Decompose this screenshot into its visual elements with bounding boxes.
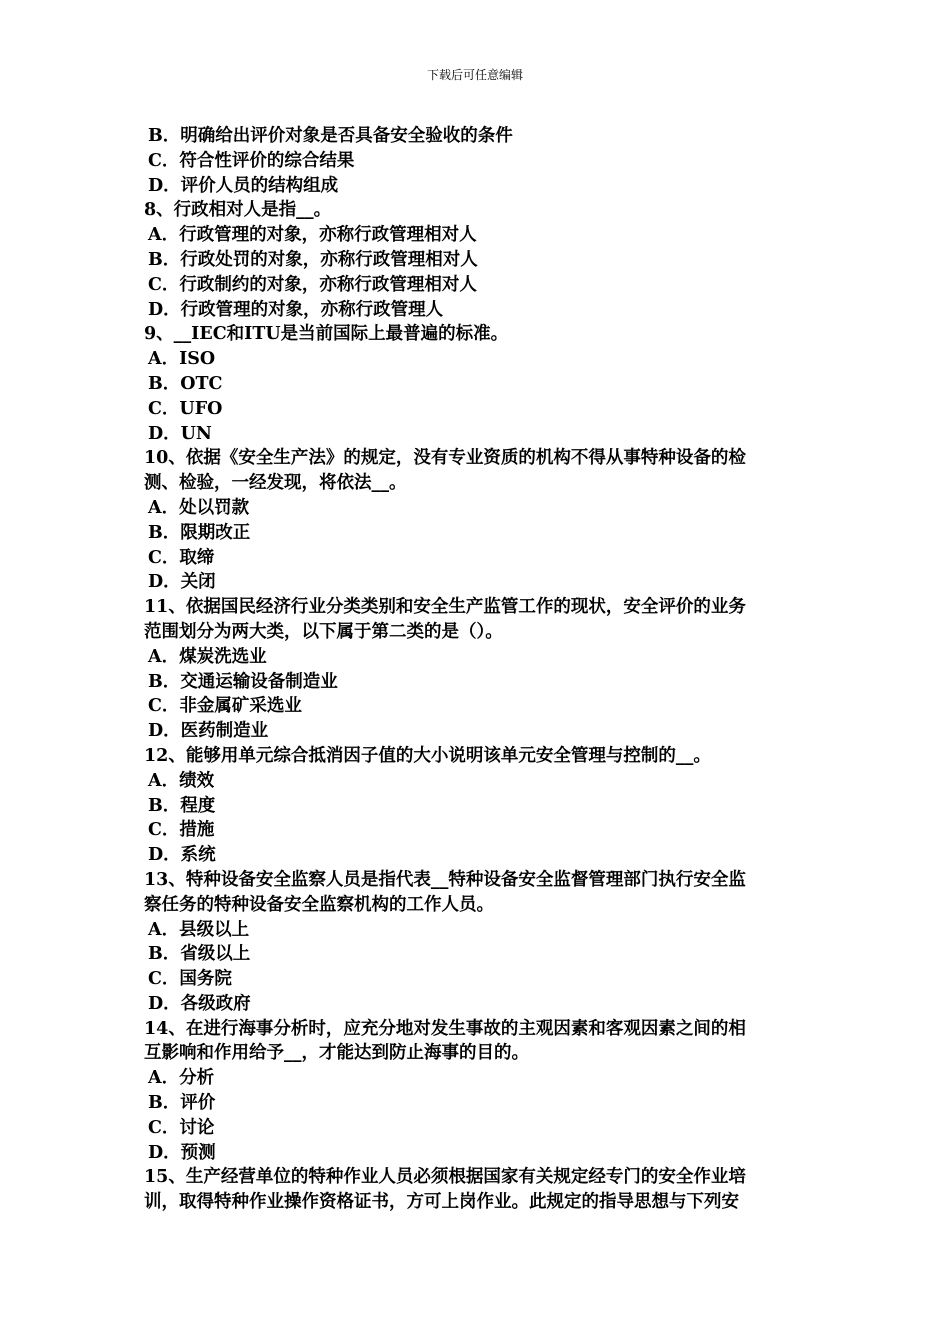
answer-option: C．UFO [148, 398, 223, 419]
answer-option: A．分析 [148, 1068, 215, 1089]
question-text: 训，取得特种作业操作资格证书，方可上岗作业。此规定的指导思想与下列安 [144, 1192, 739, 1213]
answer-option: D．UN [148, 423, 212, 444]
answer-option: B．评价 [148, 1093, 216, 1114]
question-text: 测、检验，一经发现，将依法__。 [144, 473, 407, 494]
answer-option: C．讨论 [148, 1117, 215, 1138]
answer-option: B．OTC [148, 373, 223, 394]
answer-option: C．符合性评价的综合结果 [148, 150, 355, 171]
question-text: 8、行政相对人是指__。 [144, 200, 332, 221]
question-text: 互影响和作用给予__，才能达到防止海事的目的。 [144, 1043, 529, 1064]
answer-option: C．措施 [148, 820, 215, 841]
answer-option: B．交通运输设备制造业 [148, 671, 338, 692]
answer-option: A．ISO [148, 349, 216, 370]
answer-option: C．国务院 [148, 969, 232, 990]
answer-option: B．行政处罚的对象，亦称行政管理相对人 [148, 249, 478, 270]
answer-option: A．煤炭洗选业 [148, 646, 267, 667]
page-header: 下载后可任意编辑 [426, 68, 523, 82]
question-text: 10、依据《安全生产法》的规定，没有专业资质的机构不得从事特种设备的检 [144, 448, 746, 469]
question-text: 14、在进行海事分析时，应充分地对发生事故的主观因素和客观因素之间的相 [144, 1018, 746, 1039]
answer-option: B．明确给出评价对象是否具备安全验收的条件 [148, 126, 513, 146]
answer-option: C．非金属矿采选业 [148, 696, 302, 717]
answer-option: D．行政管理的对象，亦称行政管理人 [148, 299, 444, 320]
answer-option: C．行政制约的对象，亦称行政管理相对人 [148, 274, 477, 295]
question-text: 12、能够用单元综合抵消因子值的大小说明该单元安全管理与控制的__。 [144, 745, 711, 766]
answer-option: D．关闭 [148, 572, 216, 593]
answer-option: A．绩效 [148, 770, 215, 791]
answer-option: D．预测 [148, 1142, 216, 1163]
answer-option: B．限期改正 [148, 522, 251, 543]
answer-option: A．处以罚款 [148, 497, 250, 518]
answer-option: D．评价人员的结构组成 [148, 175, 339, 196]
answer-option: D．系统 [148, 845, 216, 866]
answer-option: C．取缔 [148, 547, 215, 568]
question-text: 察任务的特种设备安全监察机构的工作人员。 [144, 894, 494, 915]
answer-option: A．县级以上 [148, 919, 250, 940]
question-text: 15、生产经营单位的特种作业人员必须根据国家有关规定经专门的安全作业培 [144, 1167, 746, 1188]
document-body [144, 124, 814, 1215]
answer-option: D．各级政府 [148, 993, 251, 1014]
question-text: 13、特种设备安全监察人员是指代表__特种设备安全监督管理部门执行安全监 [144, 869, 746, 890]
answer-option: A．行政管理的对象，亦称行政管理相对人 [148, 225, 477, 246]
question-text: 9、__IEC和ITU是当前国际上最普遍的标准。 [144, 324, 509, 345]
question-text: 11、依据国民经济行业分类类别和安全生产监管工作的现状，安全评价的业务 [144, 597, 746, 618]
answer-option: B．省级以上 [148, 944, 251, 965]
answer-option: B．程度 [148, 795, 216, 816]
answer-option: D．医药制造业 [148, 721, 269, 742]
question-text: 范围划分为两大类，以下属于第二类的是（）。 [144, 621, 503, 642]
